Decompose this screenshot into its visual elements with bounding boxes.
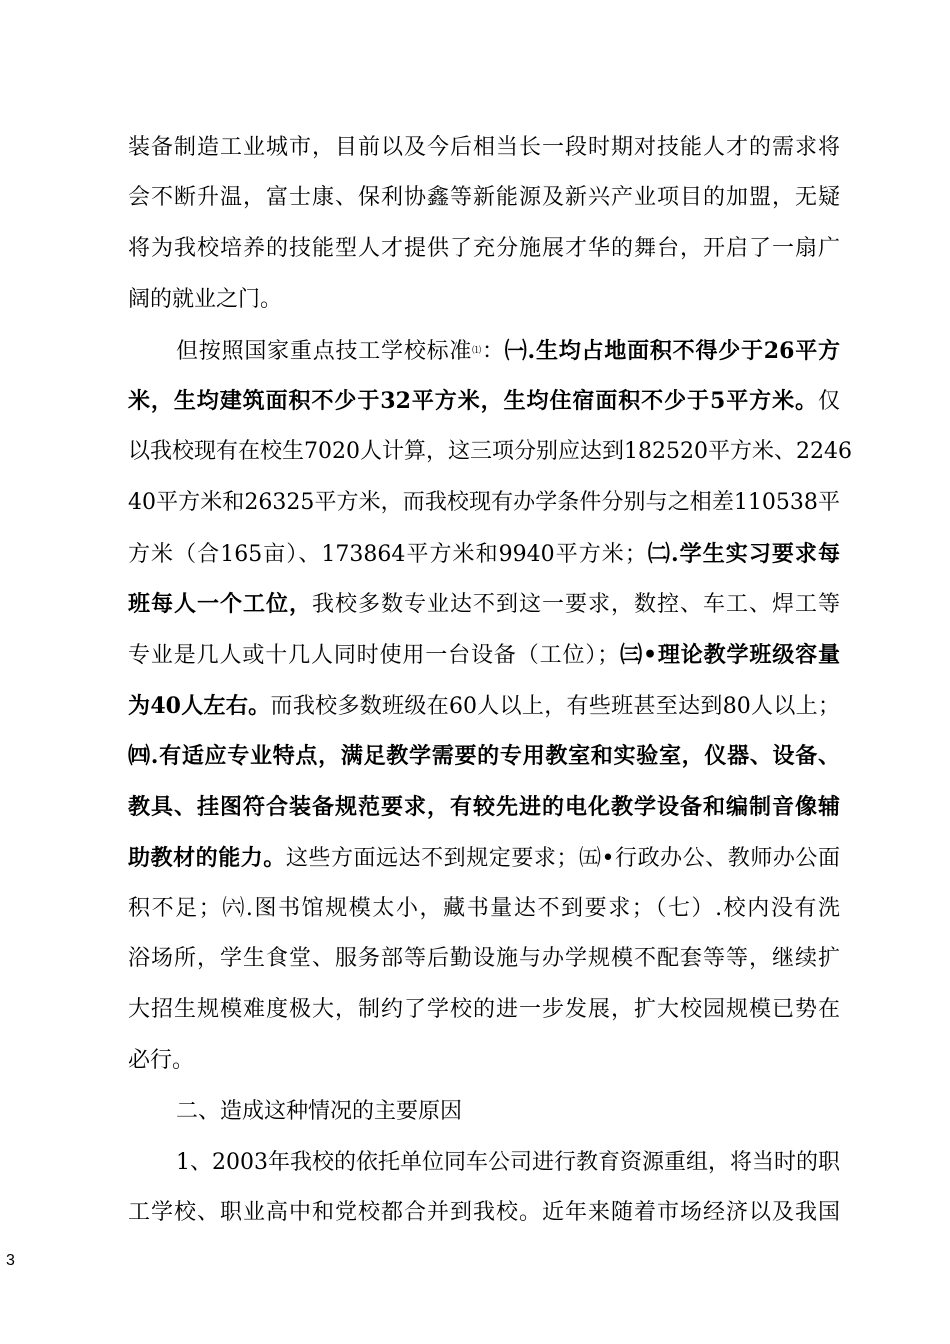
bold-run: 助教材的能力。 — [128, 845, 286, 871]
paragraph-2-line-10 — [128, 790, 840, 824]
footnote-marker: ⑴ — [472, 346, 482, 356]
text-run: ： — [481, 339, 505, 364]
paragraph-3-line-1: 1、2003年我校的依托单位同车公司进行教育资源重组，将当时的职 — [176, 1150, 840, 1175]
bold-run: ㈡.学生实习要求每 — [646, 541, 840, 567]
paragraph-2-line-9 — [128, 739, 840, 773]
paragraph-1-line-4: 阔的就业之门。 — [128, 287, 283, 312]
paragraph-1-line-1: 装备制造工业城市，目前以及今后相当长一段时期对技能人才的需求将 — [128, 135, 840, 160]
page-number: 3 — [6, 1252, 15, 1269]
paragraph-2-line-4: 40平方米和26325平方米，而我校现有办学条件分别与之相差110538平 — [128, 490, 840, 515]
text-run: 而我校多数班级在60人以上，有些班甚至达到80人以上； — [270, 694, 840, 719]
paragraph-2-line-15: 必行。 — [128, 1048, 195, 1073]
bold-run: 班每人一个工位， — [128, 591, 312, 617]
paragraph-1-line-3: 将为我校培养的技能型人才提供了充分施展才华的舞台，开启了一扇广 — [128, 236, 840, 261]
text-run: 但按照国家重点技工学校标准 — [176, 339, 473, 364]
paragraph-3-line-2: 工学校、职业高中和党校都合并到我校。近年来随着市场经济以及我国 — [128, 1200, 840, 1225]
bold-run: 为40人左右。 — [128, 693, 271, 719]
text-run: 方米（合165亩）、173864平方米和9940平方米； — [128, 542, 647, 567]
paragraph-2-line-5 — [128, 537, 840, 571]
paragraph-1-line-2: 会不断升温，富士康、保利协鑫等新能源及新兴产业项目的加盟，无疑 — [128, 185, 840, 210]
text-run: 仅 — [817, 389, 840, 414]
paragraph-2-line-13: 浴场所，学生食堂、服务部等后勤设施与办学规模不配套等等，继续扩 — [128, 946, 840, 971]
bold-run: 米，生均建筑面积不少于32平方米，生均住宿面积不少于5平方米。 — [128, 388, 818, 414]
paragraph-2-line-11 — [128, 841, 840, 875]
bold-run: ㈣.有适应专业特点，满足教学需要的专用教室和实验室，仪器、设备、 — [128, 743, 840, 769]
paragraph-2-line-2 — [128, 384, 840, 418]
section-heading: 二、造成这种情况的主要原因 — [176, 1099, 463, 1124]
bold-run: ㈠.生均占地面积不得少于26平方 — [504, 338, 840, 364]
paragraph-2-line-3: 以我校现有在校生7020人计算，这三项分别应达到182520平方米、2246 — [128, 439, 852, 464]
text-run: 这些方面远达不到规定要求；㈤•行政办公、教师办公面 — [285, 846, 840, 871]
paragraph-2-line-8 — [128, 689, 840, 723]
paragraph-2-line-1 — [176, 334, 840, 368]
bold-run: ㈢•理论教学班级容量 — [619, 642, 840, 668]
paragraph-2-line-7 — [128, 638, 840, 672]
paragraph-2-line-12: 积不足；㈥.图书馆规模太小，藏书量达不到要求；（七）.校内没有洗 — [128, 896, 840, 921]
text-run: 我校多数专业达不到这一要求，数控、车工、焊工等 — [312, 592, 840, 617]
paragraph-2-line-6 — [128, 587, 840, 621]
paragraph-2-line-14: 大招生规模难度极大，制约了学校的进一步发展，扩大校园规模已势在 — [128, 997, 840, 1022]
text-run: 专业是几人或十几人同时使用一台设备（工位）； — [128, 643, 620, 668]
bold-run: 教具、挂图符合装备规范要求，有较先进的电化教学设备和编制音像辅 — [128, 794, 840, 820]
